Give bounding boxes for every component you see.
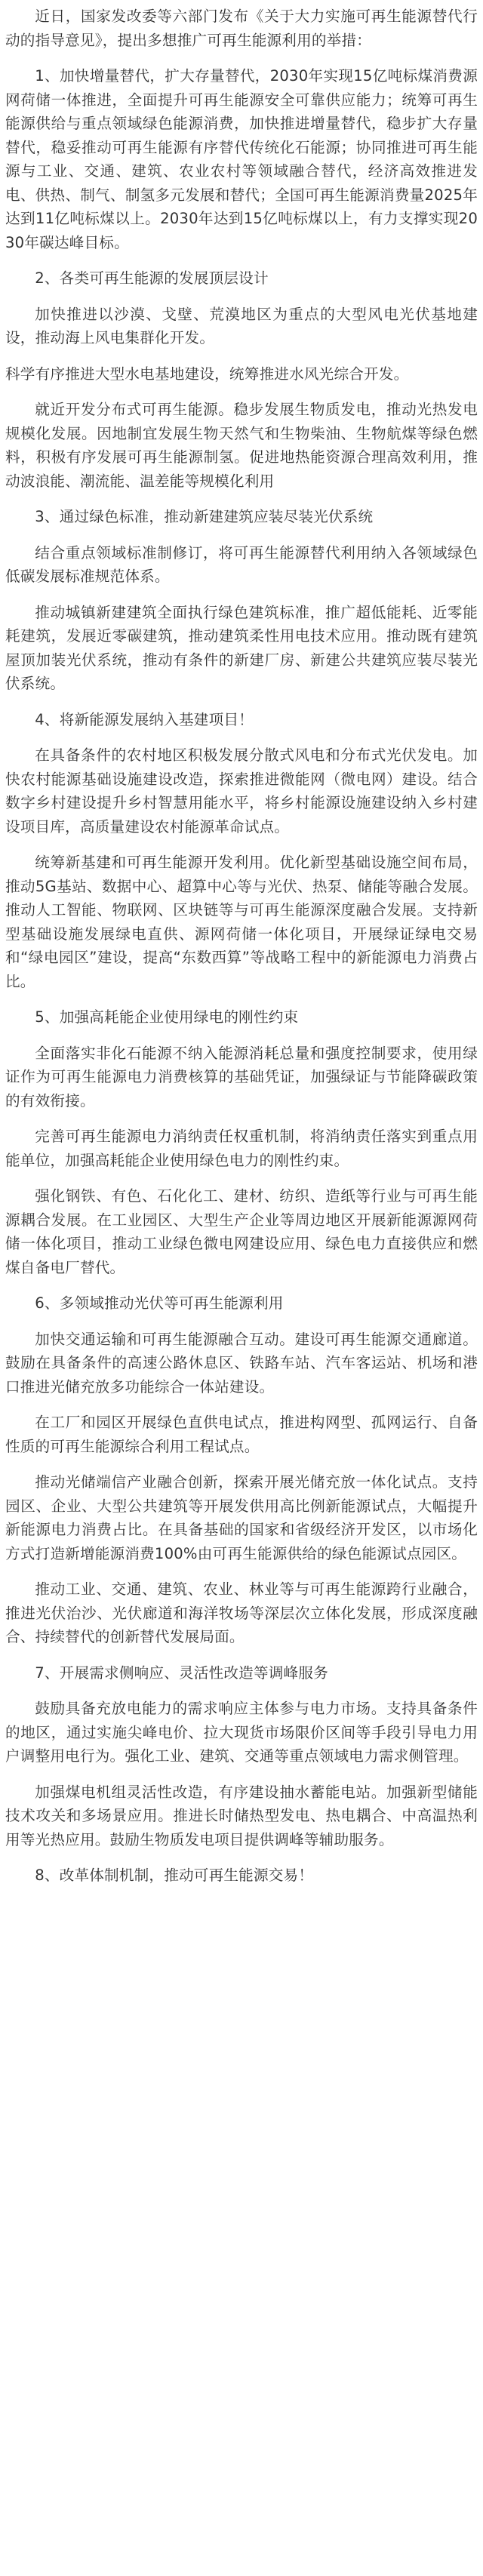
section-7-paragraph-1: 鼓励具备充放电能力的需求响应主体参与电力市场。支持具备条件的地区，通过实施尖峰电价、拉大现货市场限价区间等手段引导电力用户调整用电行为。强化工业、建筑、交通等重点领域电力需求侧管理。 xyxy=(5,1700,478,1765)
section-2-paragraph-1: 加快推进以沙漠、戈壁、荒漠地区为重点的大型风电光伏基地建设，推动海上风电集群化开发。 xyxy=(5,305,478,346)
section-4-paragraph-2: 统筹新基建和可再生能源开发利用。优化新型基础设施空间布局，推动5G基站、数据中心、超算中心等与光伏、热泵、储能等融合发展。推动人工智能、物联网、区块链等与可再生能源深度融合发展。支持新型基础设施发展绿电直供、源网荷储一体化项目，开展绿证绿电交易和“绿电园区”建设，提高“东数西算”等战略工程中的新能源电力消费占比。 xyxy=(5,854,478,990)
section-6-paragraph-4: 推动工业、交通、建筑、农业、林业等与可再生能源跨行业融合，推进光伏治沙、光伏廊道和海洋牧场等深层次立体化发展，形成深度融合、持续替代的创新替代发展局面。 xyxy=(5,1580,478,1645)
section-3-paragraph-1: 结合重点领域标准制修订，将可再生能源替代利用纳入各领域绿色低碳发展标准规范体系。 xyxy=(5,543,478,585)
section-6-paragraph-1: 加快交通运输和可再生能源融合互动。建设可再生能源交通廊道。鼓励在具备条件的高速公路休息区、铁路车站、汽车客运站、机场和港口推进光储充放多功能综合一体站建设。 xyxy=(5,1330,478,1396)
section-5-paragraph-1: 全面落实非化石能源不纳入能源消耗总量和强度控制要求，使用绿证作为可再生能源电力消费核算的基础凭证，加强绿证与节能降碳政策的有效衔接。 xyxy=(5,1044,478,1109)
section-7-paragraph-2: 加强煤电机组灵活性改造，有序建设抽水蓄能电站。加强新型储能技术攻关和多场景应用。推进长时储热型发电、热电耦合、中高温热利用等光热应用。鼓励生物质发电项目提供调峰等辅助服务。 xyxy=(5,1783,478,1848)
section-5-heading: 5、加强高耗能企业使用绿电的刚性约束 xyxy=(35,1008,299,1026)
section-6-paragraph-3: 推动光储端信产业融合创新，探索开展光储充放一体化试点。支持园区、企业、大型公共建筑等开展发供用高比例新能源试点，大幅提升新能源电力消费占比。在具备基础的国家和省级经济开发区，以市场化方式打造新增能源消费100%由可再生能源供给的绿色能源试点园区。 xyxy=(5,1473,478,1562)
section-2-heading: 2、各类可再生能源的发展顶层设计 xyxy=(35,269,269,287)
section-4-heading: 4、将新能源发展纳入基建项目！ xyxy=(35,710,254,728)
section-2-paragraph-2: 科学有序推进大型水电基地建设，统筹推进水风光综合开发。 xyxy=(5,365,409,383)
section-8-heading: 8、改革体制机制，推动可再生能源交易！ xyxy=(35,1867,314,1884)
section-7-heading: 7、开展需求侧响应、灵活性改造等调峰服务 xyxy=(35,1663,328,1682)
section-3-paragraph-2: 推动城镇新建建筑全面执行绿色建筑标准，推广超低能耗、近零能耗建筑，发展近零碳建筑，推动建筑柔性用电技术应用。推动既有建筑屋顶加装光伏系统，推动有条件的新建厂房、新建公共建筑应装尽装光伏系统。 xyxy=(5,603,478,692)
section-5-paragraph-3: 强化钢铁、有色、石化化工、建材、纺织、造纸等行业与可再生能源耦合发展。在工业园区、大型生产企业等周边地区开展新能源源网荷储一体化项目，推动工业绿色微电网建设应用、绿色电力直接供应和燃煤自备电厂替代。 xyxy=(5,1187,478,1276)
intro-paragraph: 近日，国家发改委等六部门发布《关于大力实施可再生能源替代行动的指导意见》，提出多想推广可再生能源利用的举措： xyxy=(5,8,478,49)
section-5-paragraph-2: 完善可再生能源电力消纳责任权重机制，将消纳责任落实到重点用能单位，加强高耗能企业使用绿色电力的刚性约束。 xyxy=(5,1128,478,1169)
section-6-heading: 6、多领域推动光伏等可再生能源利用 xyxy=(35,1294,284,1312)
section-3-heading: 3、通过绿色标准，推动新建建筑应装尽装光伏系统 xyxy=(35,508,374,525)
section-4-paragraph-1: 在具备条件的农村地区积极发展分散式风电和分布式光伏发电。加快农村能源基础设施建设改造，探索推进微能网（微电网）建设。结合数字乡村建设提升乡村智慧用能水平，将乡村能源设施建设纳入乡村建设项目库，高质量建设农村能源革命试点。 xyxy=(5,746,478,836)
section-1-paragraph: 1、加快增量替代，扩大存量替代，2030年实现15亿吨标煤消费源网荷储一体推进，全面提升可再生能源安全可靠供应能力；统筹可再生能源供给与重点领域绿色能源消费，加快推进增量替代，稳步扩大存量替代，稳妥推动可再生能源有序替代传统化石能源；协同推进可再生能源与工业、交通、建筑、农业农村等领域融合替代，经济高效推进发电、供热、制气、制氢多元发展和替代；全国可再生能源消费量2025年达到11亿吨标煤以上。2030年达到15亿吨标煤以上，有力支撑实现2030年碳达峰目标。 xyxy=(5,67,478,251)
section-2-paragraph-3: 就近开发分布式可再生能源。稳步发展生物质发电，推动光热发电规模化发展。因地制宜发展生物天然气和生物柴油、生物航煤等绿色燃料，积极有序发展可再生能源制氢。促进地热能资源合理高效利用，推动波浪能、潮流能、温差能等规模化利用 xyxy=(5,401,478,490)
section-6-paragraph-2: 在工厂和园区开展绿色直供电试点，推进构网型、孤网运行、自备性质的可再生能源综合利用工程试点。 xyxy=(5,1414,478,1455)
